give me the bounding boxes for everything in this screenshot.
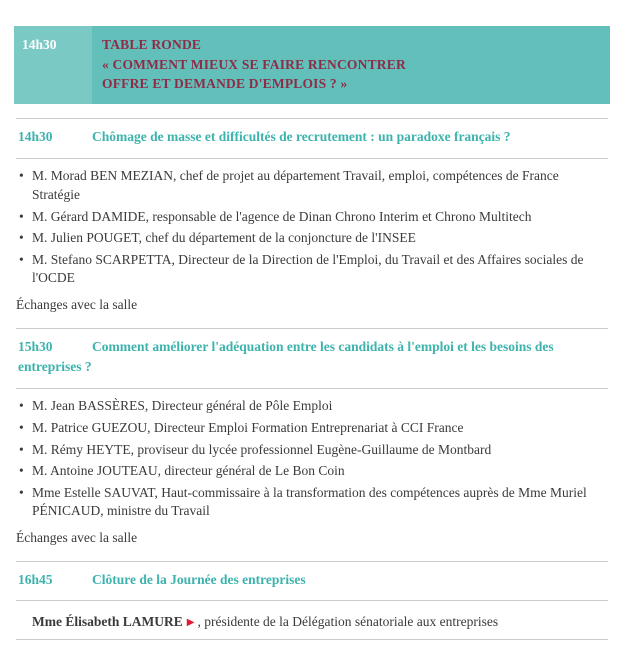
- session-time: 15h30: [18, 339, 53, 355]
- session-title: Comment améliorer l'adéquation entre les candidats à l'emploi et les besoins des entreprises ?: [18, 339, 554, 374]
- closing-speaker: [32, 613, 608, 631]
- speaker-item: • M. Julien POUGET, chef du département de la conjoncture de l'INSEE: [16, 229, 610, 248]
- band-title-line: OFFRE ET DEMANDE D'EMPLOIS ? »: [102, 76, 348, 92]
- exchange-note: Échanges avec la salle: [16, 297, 138, 312]
- exchange-note: Échanges avec la salle: [16, 530, 138, 546]
- speaker-list: [16, 397, 610, 521]
- speaker-role: , présidente de la Délégation sénatoriale aux entreprises: [197, 613, 499, 629]
- speaker-item: • M. Morad BEN MEZIAN, chef de projet au département Travail, emploi, compétences de France Stratégie: [16, 167, 610, 204]
- speaker-item: • M. Stefano SCARPETTA, Directeur de la Direction de l'Emploi, du Travail et des Affaires sociales de l'OCDE: [16, 251, 610, 288]
- session-heading: [14, 329, 610, 388]
- speaker-item: • M. Patrice GUEZOU, Directeur Emploi Formation Entreprenariat à CCI France: [16, 419, 610, 438]
- speaker-item: • M. Antoine JOUTEAU, directeur général de Le Bon Coin: [16, 462, 610, 481]
- session-time: 16h45: [18, 572, 53, 588]
- speaker-name: Mme Élisabeth LAMURE: [32, 613, 183, 629]
- video-play-icon[interactable]: ▶: [186, 616, 195, 628]
- session-title: Chômage de masse et difficultés de recrutement : un paradoxe français ?: [92, 128, 511, 144]
- speaker-item: • M. Jean BASSÈRES, Directeur général de Pôle Emploi: [16, 397, 610, 416]
- divider: [16, 639, 608, 640]
- band-time: 14h30: [14, 26, 92, 104]
- band-title-line: TABLE RONDE: [102, 37, 202, 52]
- session-heading: [14, 119, 610, 159]
- speaker-list: [16, 167, 610, 288]
- speaker-item: • M. Rémy HEYTE, proviseur du lycée professionnel Eugène-Guillaume de Montbard: [16, 441, 610, 460]
- speaker-item: • Mme Estelle SAUVAT, Haut-commissaire à la transformation des compétences auprès de Mme Muriel PÉNICAUD, ministre du Travail: [16, 484, 610, 521]
- divider: [16, 388, 608, 389]
- divider: [16, 600, 608, 601]
- divider: [16, 158, 608, 159]
- band-title-block: [92, 26, 610, 104]
- speaker-item: • M. Gérard DAMIDE, responsable de l'agence de Dinan Chrono Interim et Chrono Multitech: [16, 208, 610, 227]
- session-band: [14, 26, 610, 104]
- band-title-line: « COMMENT MIEUX SE FAIRE RENCONTRER: [102, 56, 406, 72]
- session-title: Clôture de la Journée des entreprises: [92, 572, 306, 588]
- session-time: 14h30: [18, 128, 53, 144]
- closing-heading: [14, 562, 610, 600]
